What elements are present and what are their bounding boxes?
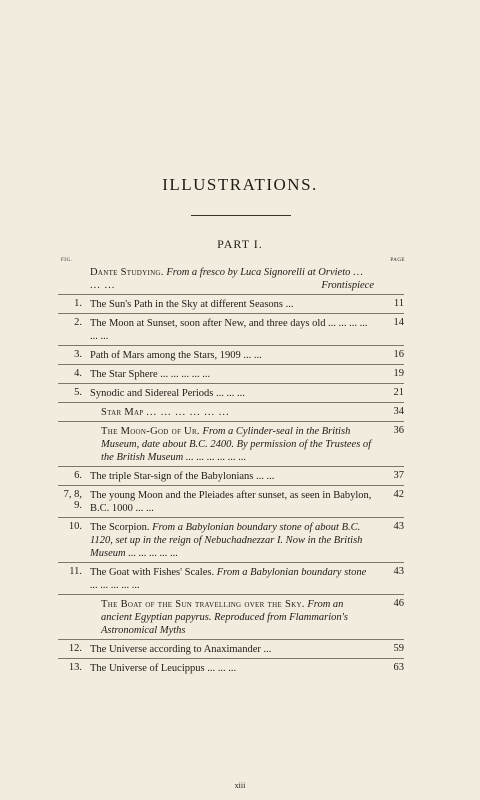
page-number: 46 <box>393 598 404 609</box>
figure-number: 1. <box>74 298 82 309</box>
entry-title: The Moon-God of Ur. <box>101 426 200 437</box>
entry-title: The triple Star-sign of the Babylonians ... ... <box>90 471 275 482</box>
page-number: 36 <box>393 425 404 436</box>
entry-title: Dante Studying. <box>90 267 164 278</box>
figure-number: 6. <box>74 470 82 481</box>
entry-title: The Scorpion. <box>90 522 150 533</box>
leader-dots: ... ... ... <box>90 267 364 291</box>
entry-description: From a fresco by Luca Signorelli at Orvieto <box>166 267 351 278</box>
entry-title: The Goat with Fishes' Scales. <box>90 567 215 578</box>
page-title: ILLUSTRATIONS. <box>162 175 318 194</box>
page-number: 11 <box>393 298 404 309</box>
entry-title: The Universe according to Anaximander ... <box>90 644 272 655</box>
list-item <box>58 425 404 467</box>
entry-title: The Star Sphere ... ... ... ... ... <box>90 369 211 380</box>
title-rule <box>191 215 291 216</box>
entry-title: Path of Mars among the Stars, 1909 ... ... <box>90 350 262 361</box>
figure-number: 3. <box>74 349 82 360</box>
page-number: 59 <box>393 643 404 654</box>
figure-number: 13. <box>68 662 82 673</box>
entry-title: The Universe of Leucippus ... ... ... <box>90 663 237 674</box>
figure-number: 4. <box>74 368 82 379</box>
page-number: 16 <box>393 349 404 360</box>
list-item <box>58 406 404 422</box>
list-item <box>58 566 404 595</box>
entry-description: From a Babylonian boundary stone ... ... ... ... ... <box>90 567 367 591</box>
list-item <box>58 521 404 563</box>
entry-title: Star Map <box>101 407 144 418</box>
list-item <box>58 317 404 346</box>
entry-description: From a Cylinder-seal in the British Museum, date about B.C. 2400. By permission of the Trustees of the British Museum ... ... ... ... ... ... <box>101 426 372 463</box>
page-number: 42 <box>393 489 404 500</box>
list-item <box>58 387 404 403</box>
entry-title: The young Moon and the Pleiades after sunset, as seen in Babylon, B.C. 1000 ... ... <box>90 490 372 514</box>
page-number: 21 <box>393 387 404 398</box>
entry-title: The Moon at Sunset, soon after New, and three days old ... ... ... ... ... ... <box>90 318 368 342</box>
leader-dots: ... ... ... ... ... ... <box>146 407 230 418</box>
figure-number: 7, 8, 9. <box>63 489 82 511</box>
figure-number: 11. <box>69 566 82 577</box>
list-item <box>58 298 404 314</box>
part-heading: PART I. <box>217 237 263 251</box>
figure-number: 5. <box>74 387 82 398</box>
entry-title: The Boat of the Sun travelling over the Sky. <box>101 599 305 610</box>
illustrations-list <box>58 266 404 678</box>
figure-number: 10. <box>68 521 82 532</box>
list-item <box>58 643 404 659</box>
page-number-footer: xiii <box>234 781 246 790</box>
fig-column-label: FIG. <box>61 258 73 263</box>
list-item <box>58 489 404 518</box>
entry-title: The Sun's Path in the Sky at different Seasons ... <box>90 299 294 310</box>
page-number: 19 <box>393 368 404 379</box>
list-item <box>58 470 404 486</box>
entry-description: From a Babylonian boundary stone of about B.C. 1120, set up in the reign of Nebuchadnezzar I. Now in the British Museum ... ... ... ... ... <box>90 522 363 559</box>
page-number: 37 <box>393 470 404 481</box>
entry-description: From an ancient Egyptian papyrus. Reproduced from Flammarion's Astronomical Myths <box>101 599 349 636</box>
page-number: 14 <box>393 317 404 328</box>
frontispiece-label: Frontispiece <box>321 280 374 291</box>
list-item <box>58 349 404 365</box>
page-number: 34 <box>393 406 404 417</box>
page-number: 43 <box>393 521 404 532</box>
page-column-label: PAGE <box>390 258 405 263</box>
entry-title: Synodic and Sidereal Periods ... ... ... <box>90 388 245 399</box>
page-number: 63 <box>393 662 404 673</box>
list-item <box>58 368 404 384</box>
figure-number: 12. <box>68 643 82 654</box>
list-item <box>58 266 404 295</box>
figure-number: 2. <box>74 317 82 328</box>
list-item <box>58 662 404 675</box>
list-item <box>58 598 404 640</box>
page-number: 43 <box>393 566 404 577</box>
